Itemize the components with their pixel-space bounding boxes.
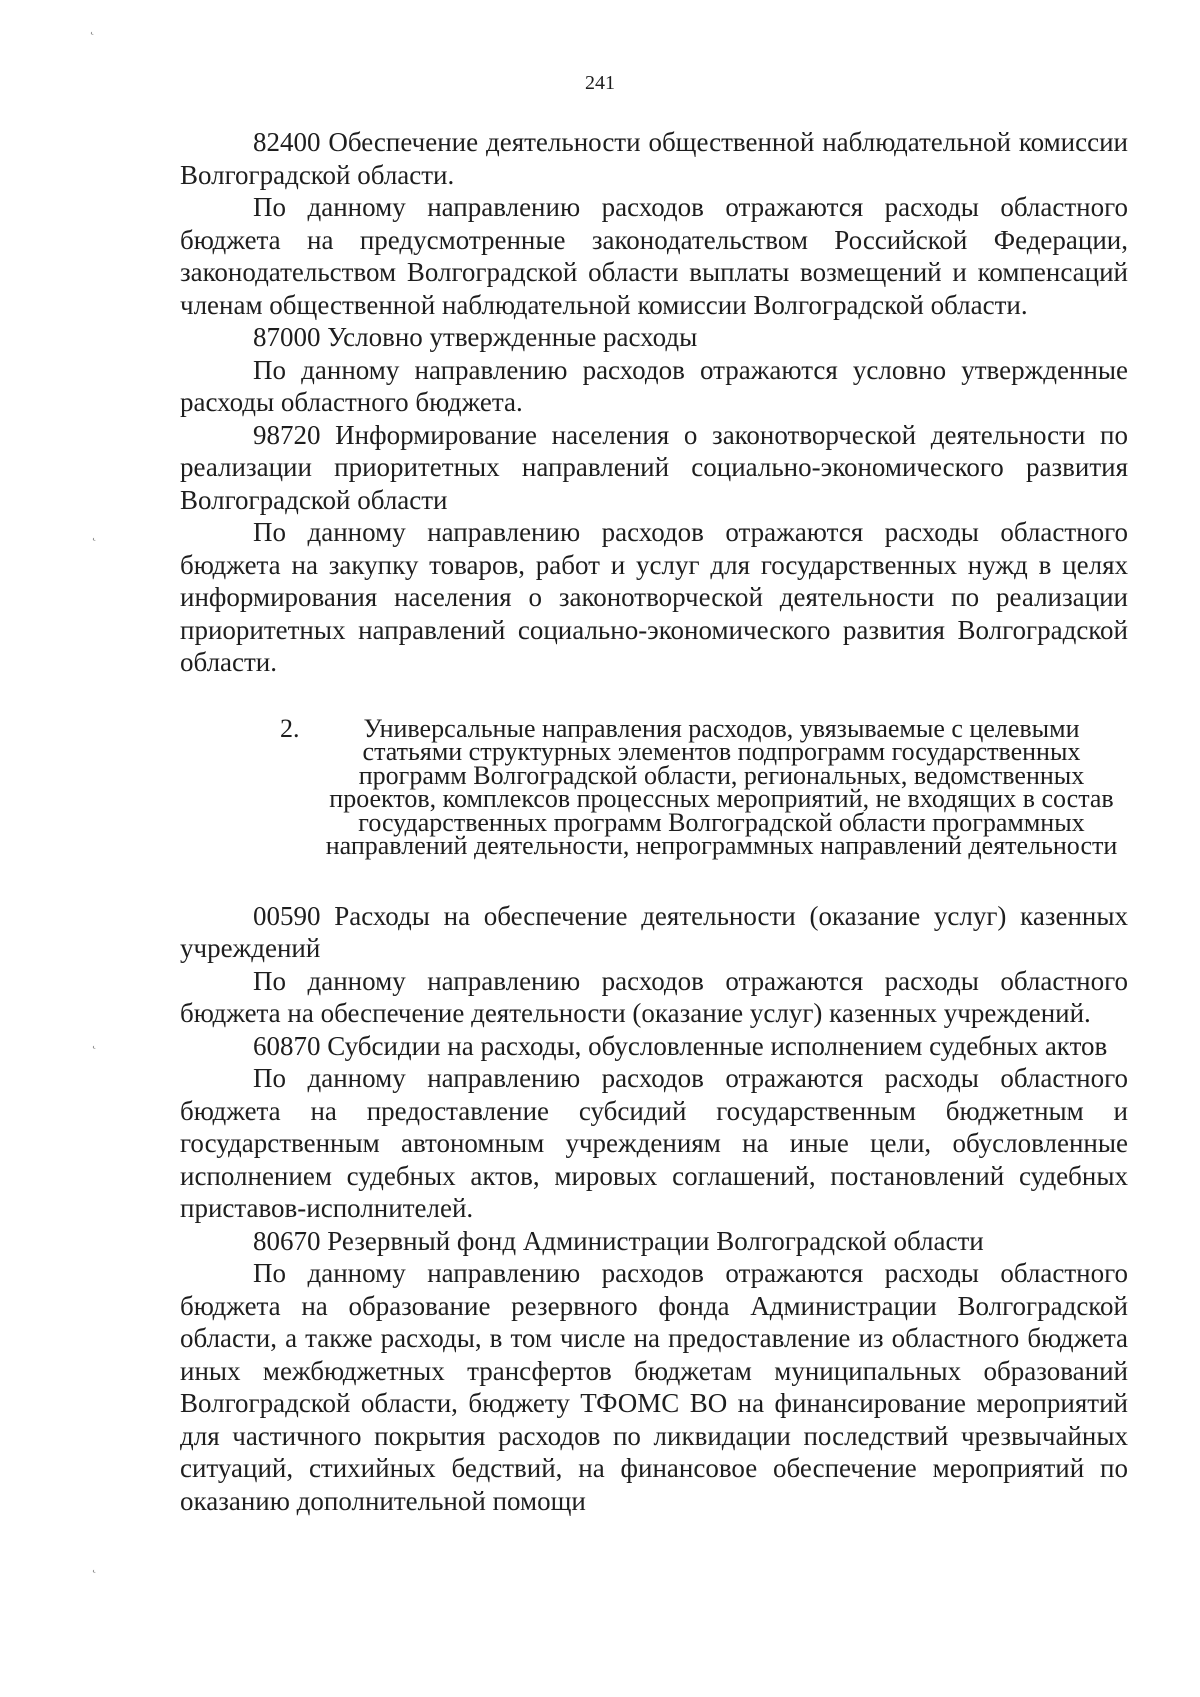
scan-mark: ˛ bbox=[92, 1559, 97, 1574]
expense-code-heading: 82400 Обеспечение деятельности общественной наблюдательной комиссии Волгоградской области. bbox=[180, 127, 1128, 190]
section-heading bbox=[180, 713, 1128, 860]
expense-code-heading: 98720 Информирование населения о законотворческой деятельности по реализации приоритетных направлений социально-экономического развития Волгоградской области bbox=[180, 419, 1128, 515]
document-body bbox=[180, 126, 1128, 1517]
expense-code-heading: 80670 Резервный фонд Администрации Волгоградской области bbox=[253, 1225, 984, 1256]
section-number: 2. bbox=[280, 713, 300, 743]
section-title: Универсальные направления расходов, увязываемые с целевыми статьями структурных элементов подпрограмм государственных программ Волгоградской области, региональных, ведомственных проектов, комплексов процессных мероприятий, не входящих в состав государственных программ Волгоградской области программных направлений деятельности, непрограммных направлений деятельности bbox=[325, 713, 1118, 860]
expense-code-heading: 00590 Расходы на обеспечение деятельности (оказание услуг) казенных учреждений bbox=[180, 900, 1128, 963]
expense-description: По данному направлению расходов отражаются расходы областного бюджета на обеспечение деятельности (оказание услуг) казенных учреждений. bbox=[180, 965, 1128, 1028]
page-number: 241 bbox=[585, 72, 615, 94]
expense-description: По данному направлению расходов отражаются расходы областного бюджета на закупку товаров, работ и услуг для государственных нужд в целях информирования населения о законотворческой деятельности по реализации приоритетных направлений социально-экономического развития Волгоградской области. bbox=[180, 517, 1128, 677]
expense-description: По данному направлению расходов отражаются расходы областного бюджета на предусмотренные законодательством Российской Федерации, законодательством Волгоградской области выплаты возмещений и компенсаций членам общественной наблюдательной комиссии Волгоградской области. bbox=[180, 192, 1128, 320]
expense-description: По данному направлению расходов отражаются расходы областного бюджета на предоставление субсидий государственным бюджетным и государственным автономным учреждениям на иные цели, обусловленные исполнением судебных актов, мировых соглашений, постановлений судебных приставов-исполнителей. bbox=[180, 1063, 1128, 1223]
expense-code-heading: 87000 Условно утвержденные расходы bbox=[253, 322, 698, 352]
scan-mark: ˛ bbox=[92, 1035, 97, 1050]
scan-mark: ˛ bbox=[90, 21, 95, 36]
expense-description: По данному направлению расходов отражаются расходы областного бюджета на образование резервного фонда Администрации Волгоградской области, а также расходы, в том числе на предоставление из областного бюджета иных межбюджетных трансфертов бюджетам муниципальных образований Волгоградской области, бюджету ТФОМС ВО на финансирование мероприятий для частичного покрытия расходов по ликвидации последствий чрезвычайных ситуаций, стихийных бедствий, на финансовое обеспечение мероприятий по оказанию дополнительной помощи bbox=[180, 1258, 1128, 1516]
expense-code-heading: 60870 Субсидии на расходы, обусловленные исполнением судебных актов bbox=[253, 1030, 1108, 1061]
scan-mark: ˛ bbox=[92, 527, 97, 542]
expense-description: По данному направлению расходов отражаются условно утвержденные расходы областного бюджета. bbox=[180, 354, 1128, 417]
